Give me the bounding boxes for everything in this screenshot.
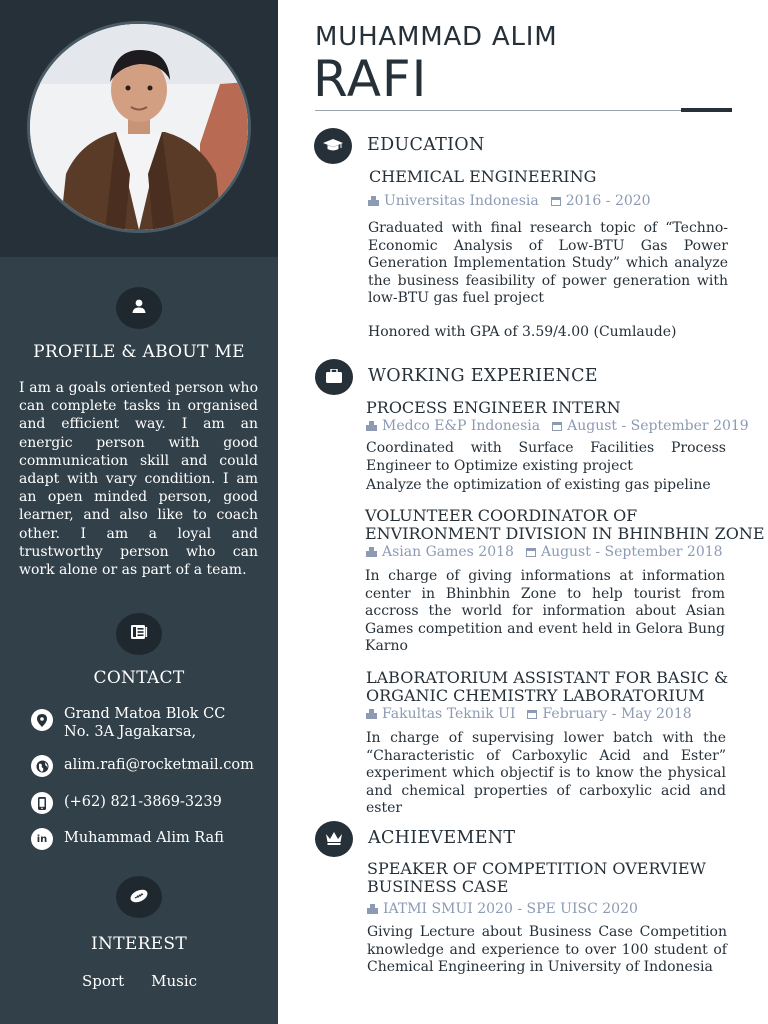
achievement-name: SPEAKER OF COMPETITION OVERVIEW BUSINESS CASE xyxy=(367,859,706,896)
job-description: In charge of giving informations at information center in Bhinbhin Zone to help tourist from accross the world for information about Asian Games competition and event held in Gelora Bung Karno xyxy=(365,568,725,654)
phone-text[interactable]: (+62) 821-3869-3239 xyxy=(64,794,222,810)
building-icon xyxy=(366,421,377,431)
graduation-cap-icon xyxy=(323,137,343,156)
interest-item: Sport xyxy=(82,972,125,990)
education-description: Graduated with final research topic of “Techno-Economic Analysis of Low-BTU Gas Power Generation Implementation Study” which analyze the business feasibility of power generation with low-BTU gas fuel project xyxy=(368,220,728,306)
achievement-event: IATMI SMUI 2020 - SPE UISC 2020 xyxy=(383,901,638,917)
address-line2: No. 3A Jagakarsa, xyxy=(64,724,197,740)
contact-section-icon xyxy=(116,613,162,655)
calendar-icon xyxy=(552,421,562,431)
job-description-line: Coordinated with Surface Facilities Process Engineer to Optimize existing project xyxy=(366,440,726,474)
building-icon xyxy=(366,709,377,719)
job-description-line: Analyze the optimization of existing gas pipeline xyxy=(366,477,711,493)
job-period: February - May 2018 xyxy=(542,706,692,722)
profile-photo xyxy=(27,21,251,233)
crown-icon xyxy=(325,830,343,849)
name-divider-accent xyxy=(681,108,732,112)
football-icon xyxy=(129,888,149,907)
building-icon xyxy=(368,196,379,206)
job-period: August - September 2018 xyxy=(540,544,723,560)
linkedin-icon: in xyxy=(31,828,53,850)
address-text xyxy=(64,705,225,741)
education-school: Universitas Indonesia xyxy=(384,193,539,209)
email-row[interactable] xyxy=(31,755,254,777)
job-org: Fakultas Teknik UI xyxy=(382,706,516,722)
job-title: PROCESS ENGINEER INTERN xyxy=(366,398,621,417)
name-divider xyxy=(315,110,732,111)
building-icon xyxy=(367,904,378,914)
globe-icon xyxy=(31,755,53,777)
achievement-meta xyxy=(367,901,638,917)
linkedin-text[interactable]: Muhammad Alim Rafi xyxy=(64,830,224,846)
profile-title: PROFILE & ABOUT ME xyxy=(33,342,245,362)
achievement-section-icon xyxy=(315,821,353,857)
education-section-icon xyxy=(314,128,352,164)
calendar-icon xyxy=(527,709,537,719)
briefcase-icon xyxy=(326,368,342,387)
interest-title: INTEREST xyxy=(91,934,187,954)
interest-item: Music xyxy=(151,972,198,990)
email-link[interactable]: alim.rafi@rocketmail.com xyxy=(64,757,254,773)
sidebar xyxy=(0,0,278,1024)
experience-title: WORKING EXPERIENCE xyxy=(368,366,598,386)
profile-section-icon xyxy=(116,287,162,329)
achievement-description: Giving Lecture about Business Case Competition knowledge and experience to over 100 student of Chemical Engineering in University of Indonesia xyxy=(367,924,727,975)
job-period: August - September 2019 xyxy=(567,418,749,434)
address-row xyxy=(31,706,226,741)
job-description: In charge of supervising lower batch with the “Characteristic of Carboxylic Acid and Ester” experiment which objectif is to know the physical and chemical properties of carboxylic acid and ester xyxy=(366,730,726,816)
interest-list xyxy=(82,972,197,990)
education-degree: CHEMICAL ENGINEERING xyxy=(369,167,597,186)
job-meta xyxy=(366,706,692,722)
map-pin-icon xyxy=(31,709,53,731)
job-title: LABORATORIUM ASSISTANT FOR BASIC & ORGANIC CHEMISTRY LABORATORIUM xyxy=(366,668,729,705)
photo-block xyxy=(0,0,278,257)
education-title: EDUCATION xyxy=(367,135,485,155)
phone-row[interactable] xyxy=(31,792,222,814)
job-org: Medco E&P Indonesia xyxy=(382,418,541,434)
achievement-title: ACHIEVEMENT xyxy=(368,828,516,848)
job-meta xyxy=(366,544,723,560)
linkedin-row[interactable] xyxy=(31,828,224,850)
contact-card-icon xyxy=(130,624,148,644)
calendar-icon xyxy=(551,196,561,206)
phone-icon xyxy=(31,792,53,814)
education-honor: Honored with GPA of 3.59/4.00 (Cumlaude) xyxy=(368,324,677,340)
first-name: MUHAMMAD ALIM xyxy=(315,22,558,52)
user-icon xyxy=(131,298,147,318)
interest-section-icon xyxy=(116,876,162,918)
last-name: RAFI xyxy=(313,50,428,108)
job-title: VOLUNTEER COORDINATOR OF ENVIRONMENT DIVISION IN BHINBHIN ZONE xyxy=(365,506,765,543)
profile-text: I am a goals oriented person who can complete tasks in organised and efficient way. I am an energic person with good communication skill and could adapt with vary condition. I am an open minded person, good learner, and also like to coach other. I am a loyal and trustworthy person who can work alone or as part of a team. xyxy=(19,380,258,579)
building-icon xyxy=(366,547,377,557)
calendar-icon xyxy=(526,547,536,557)
job-org: Asian Games 2018 xyxy=(382,544,514,560)
address-line1: Grand Matoa Blok CC xyxy=(64,706,226,722)
experience-section-icon xyxy=(315,359,353,395)
education-period: 2016 - 2020 xyxy=(565,193,651,209)
job-meta xyxy=(366,418,749,434)
education-meta xyxy=(368,193,651,209)
contact-title: CONTACT xyxy=(93,668,185,688)
